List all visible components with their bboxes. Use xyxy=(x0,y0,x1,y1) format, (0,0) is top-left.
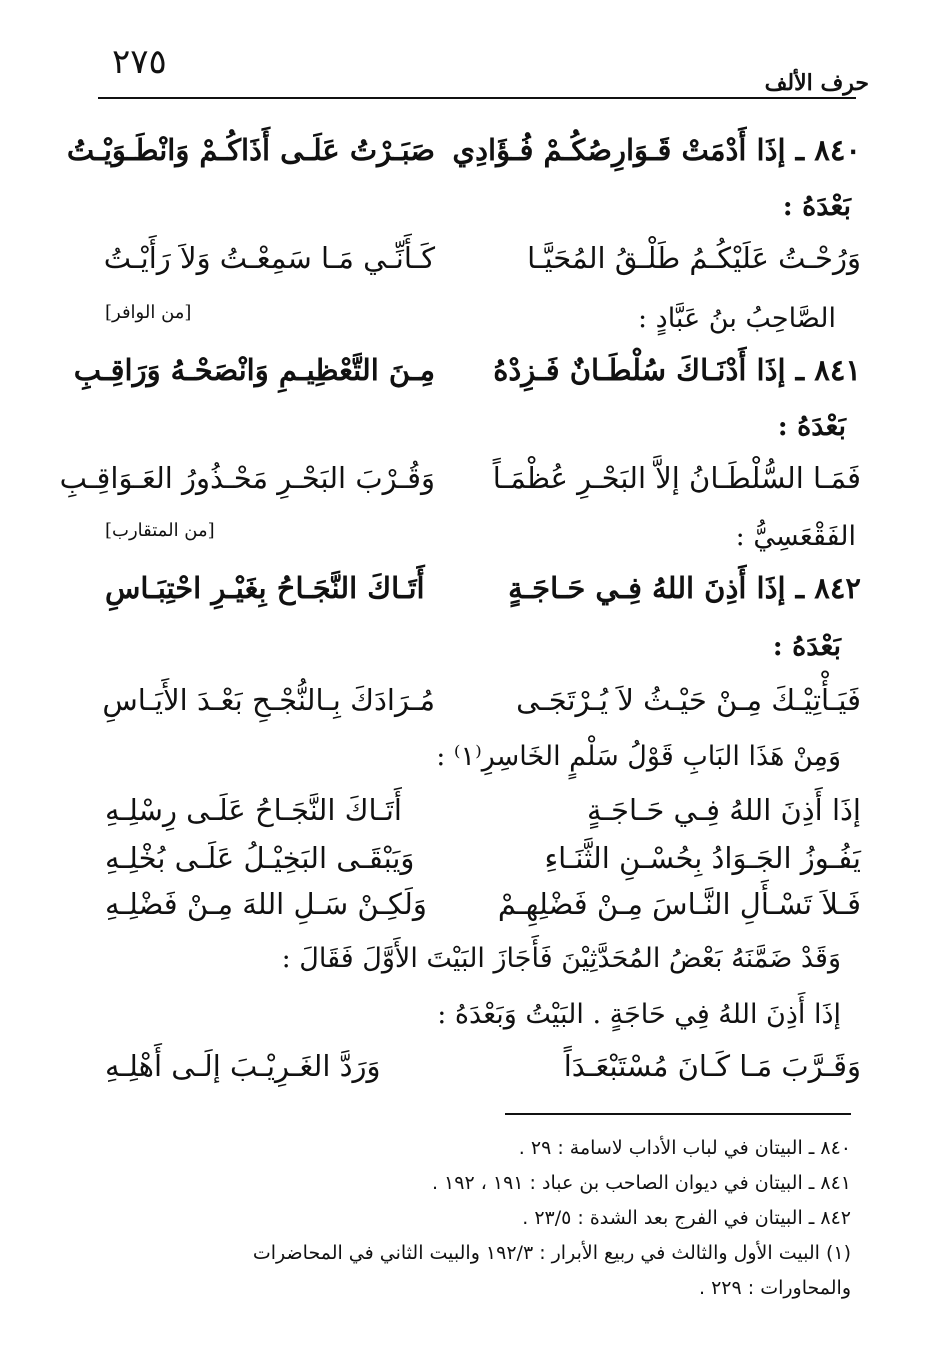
verse-841-second-hemistich: مِـنَ التَّعْظِيـمِ وَانْصَحْـهُ وَرَاقِـبِ xyxy=(73,353,435,387)
verse-840 xyxy=(66,130,861,170)
poet-sahib-name: الصَّاحِبُ بنُ عَبَّادٍ : xyxy=(638,303,836,334)
footnote-841: ٨٤١ ـ البيتان في ديوان الصاحب بن عباد : ١٩١ ، ١٩٢ . xyxy=(431,1172,851,1194)
verse-840-continuation xyxy=(105,238,861,278)
verse-840b-second-hemistich: كَـأَنِّـي مَـا سَمِعْـتُ وَلاَ رَأَيْـتُ xyxy=(103,241,435,275)
footnote-rule xyxy=(505,1113,851,1115)
footnote-842: ٨٤٢ ـ البيتان في الفرج بعد الشدة : ٢٣/٥ . xyxy=(522,1207,851,1229)
salm-verse-3-first-hemistich: فَـلاَ تَسْـأَلِ النَّـاسَ مِـنْ فَضْلِهِـمْ xyxy=(497,887,861,921)
footnote-1: (١) البيت الأول والثالث في ربيع الأبرار : ١٩٢/٣ والبيت الثاني في المحاضرات xyxy=(252,1242,851,1264)
verse-841b-second-hemistich: وَقُـرْبَ البَحْـرِ مَحْـذُورُ العَـوَاقِـبِ xyxy=(59,461,435,495)
meter-wafir: [من الوافر] xyxy=(105,302,192,323)
salm-verse-3-second-hemistich: وَلَكِـنْ سَـلِ اللهَ مِـنْ فَضْلِـهِ xyxy=(105,887,427,921)
footnote-840: ٨٤٠ ـ البيتان في لباب الأداب لاسامة : ٢٩ . xyxy=(518,1137,851,1159)
verse-841-first-hemistich: ٨٤١ ـ إذَا أَدْنَـاكَ سُلْطَـانٌ فَـزِدْهُ xyxy=(493,353,861,387)
meter-mutaqarib: [من المتقارب] xyxy=(105,520,215,541)
intro-tadmin: وَقَدْ ضَمَّنَهُ بَعْضُ المُحَدَّثِيْنَ فَأَجَازَ البَيْتَ الأَوَّلَ فَقَالَ : xyxy=(281,943,841,974)
tadmin-verse-second-hemistich: وَرَدَّ الغَـرِيْـبَ إلَـى أَهْلِـهِ xyxy=(105,1049,381,1083)
salm-verse-2-first-hemistich: يَفُـوزُ الجَـوَادُ بِحُسْـنِ الثَّنَـاءِ xyxy=(544,841,861,875)
tadmin-verse-first-hemistich: وَقَـرَّبَ مَـا كَـانَ مُسْتَبْعَـدَاً xyxy=(563,1049,861,1083)
after-label-1: بَعْدَهُ : xyxy=(782,191,851,222)
verse-842b-second-hemistich: مُـرَادَكَ بِـالنُّجْـحِ بَعْـدَ الأَيَـاسِ xyxy=(102,683,435,717)
after-label-2: بَعْدَهُ : xyxy=(777,411,846,442)
page-number: ٢٧٥ xyxy=(112,42,167,82)
footnote-1-continuation: والمحاورات : ٢٢٩ . xyxy=(699,1277,851,1299)
intro-salm-al-khasir: وَمِنْ هَذَا البَابِ قَوْلُ سَلْمٍ الخَاسِرِ⁽١⁾ : xyxy=(436,741,841,772)
verse-841-continuation xyxy=(59,458,861,498)
running-head: حرف الألف xyxy=(764,70,869,96)
tadmin-reference-line: إذَا أَذِنَ اللهُ فِي حَاجَةٍ . البَيْتُ وَبَعْدَهُ : xyxy=(437,999,841,1030)
verse-840b-first-hemistich: وَرُحْـتُ عَلَيْكُـمُ طَلْـقُ المُحَيَّـا xyxy=(527,241,861,275)
salm-verse-1 xyxy=(105,790,861,830)
after-label-3: بَعْدَهُ : xyxy=(772,631,841,662)
tadmin-verse xyxy=(105,1046,861,1086)
verse-840-first-hemistich: ٨٤٠ ـ إذَا أَدْمَتْ قَـوَارِصُكُـمْ فُـؤَادِي xyxy=(452,133,861,167)
salm-verse-1-first-hemistich: إذَا أَذِنَ اللهُ فِـي حَـاجَـةٍ xyxy=(587,793,861,827)
header-rule xyxy=(98,97,856,99)
verse-842-first-hemistich: ٨٤٢ ـ إذَا أَذِنَ اللهُ فِـي حَـاجَـةٍ xyxy=(508,571,861,605)
salm-verse-2 xyxy=(105,838,861,878)
salm-verse-1-second-hemistich: أَتَـاكَ النَّجَـاحُ عَلَـى رِسْلِـهِ xyxy=(105,793,402,827)
verse-842 xyxy=(105,568,861,608)
verse-842b-first-hemistich: فَيَـأْتِيْـكَ مِـنْ حَيْـثُ لاَ يُـرْتَجَـى xyxy=(516,683,861,717)
verse-842-second-hemistich: أَتَـاكَ النَّجَـاحُ بِغَيْـرِ احْتِبَـاسِ xyxy=(105,571,425,605)
poet-faqasi xyxy=(105,518,856,556)
salm-verse-3 xyxy=(105,884,861,924)
poet-sahib xyxy=(105,300,836,338)
verse-841 xyxy=(73,350,861,390)
verse-842-continuation xyxy=(102,680,861,720)
poet-faqasi-name: الفَقْعَسِيُّ : xyxy=(735,521,856,552)
salm-verse-2-second-hemistich: وَيَبْقَـى البَخِيْـلُ عَلَـى بُخْلِـهِ xyxy=(105,841,415,875)
verse-841b-first-hemistich: فَمَـا السُّلْطَـانُ إلاَّ البَحْـرِ عُظْمَـاً xyxy=(492,461,861,495)
verse-840-second-hemistich: صَبَـرْتُ عَلَـى أَذَاكُـمْ وَانْطَـوَيْـتُ xyxy=(66,133,435,167)
